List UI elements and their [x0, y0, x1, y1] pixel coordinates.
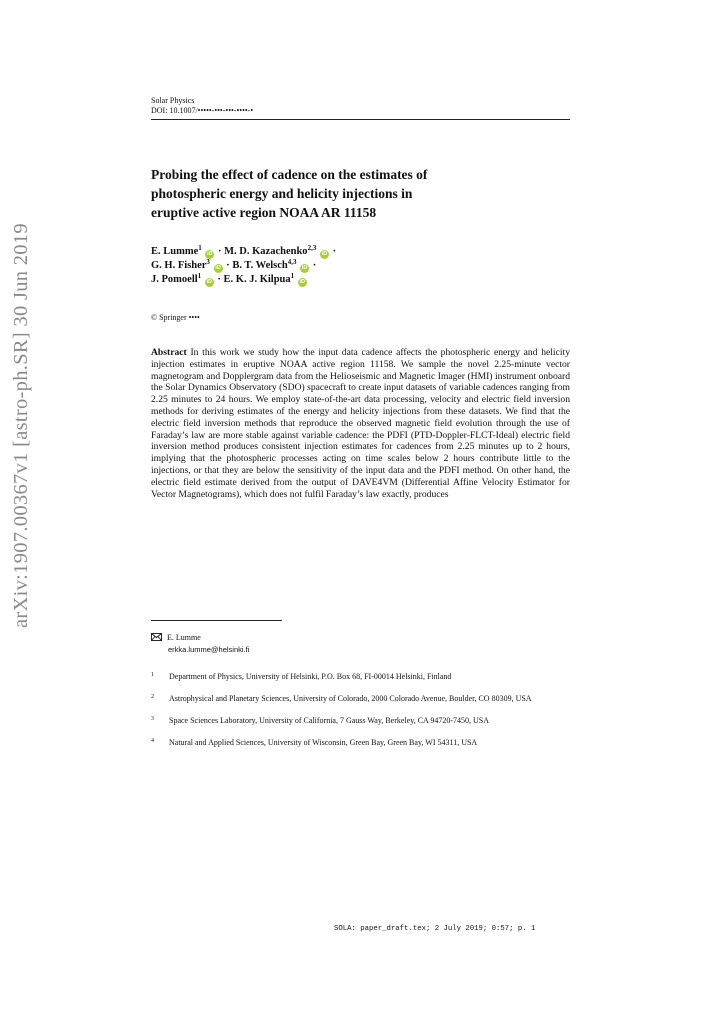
- author-separator: ·: [223, 260, 233, 271]
- orcid-icon[interactable]: iD: [301, 265, 308, 271]
- author-affiliation: 1: [290, 272, 295, 280]
- abstract-text: In this work we study how the input data cadence affects the photospheric energy and helicity injection estimates in eruptive NOAA active region 11158. We sample the novel 2.25-minute vector magnetogram and Dopplergram data from the Helioseismic and Magnetic Imager (HMI) instrument onboard the Solar Dynamics Observatory (SDO) spacecraft to create input datasets of variable cadences ranging from 2.25 minutes to 24 hours. We employ state-of-the-art data processing, velocity and electric field inversion methods for deriving estimates of the energy and helicity injections from these datasets. We find that the electric field inversion methods that reproduce the observed magnetic field evolution through the use of Faraday’s law are more stable against variable cadence: the PDFI (PTD-Doppler-FLCT-Ideal) electric field inversion method produces consistent injection estimates for cadences from 2.25 minutes up to 2 hours, implying that the photospheric processes acting on time scales below 2 hours contribute little to the injections, or that they are below the sensitivity of the input data and the PDFI method. On other hand, the electric field estimate derived from the output of DAVE4VM (Differential Affine Velocity Estimator for Vector Magnetograms), which does not fulfil Faraday’s law exactly, produces: [151, 347, 570, 500]
- author-affiliation: 1: [198, 244, 202, 252]
- orcid-icon[interactable]: iD: [207, 251, 213, 257]
- affiliation-number: 2: [151, 694, 154, 700]
- affiliation-number: 4: [151, 738, 154, 744]
- contact-name: E. Lumme: [167, 633, 201, 642]
- author-affiliation: 4,3: [287, 258, 297, 266]
- author-name: M. D. Kazachenko: [224, 246, 308, 257]
- corresponding-author: [151, 633, 570, 655]
- affiliation-text: Department of Physics, University of Helsinki, P.O. Box 68, FI-00014 Helsinki, Finland: [169, 672, 452, 681]
- author-affiliation: 3: [206, 258, 210, 266]
- orcid-icon[interactable]: iD: [215, 265, 221, 271]
- header-rule: [151, 119, 570, 120]
- affiliation-text: Astrophysical and Planetary Sciences, University of Colorado, 2000 Colorado Avenue, Boulder, CO 80309, USA: [169, 694, 532, 703]
- author-line: [151, 273, 570, 287]
- affiliation-number: 1: [151, 672, 154, 678]
- author-separator: ·: [214, 274, 224, 285]
- author-affiliation: 1: [197, 272, 202, 280]
- author-name: B. T. Welsch: [232, 260, 288, 271]
- affiliation-item: [151, 672, 570, 682]
- doi: DOI: 10.1007/•••••-•••-•••-••••-•: [151, 105, 254, 115]
- affiliation-number: 3: [151, 716, 154, 722]
- author-separator: ·: [215, 246, 225, 257]
- affiliation-list: [151, 672, 570, 760]
- affiliation-item: [151, 716, 570, 726]
- abstract-label: Abstract: [151, 347, 187, 358]
- abstract: [151, 347, 570, 500]
- author-affiliation: 2,3: [307, 244, 317, 252]
- title-line: photospheric energy and helicity injections in: [151, 186, 413, 201]
- affiliation-item: [151, 738, 570, 748]
- author-name: J. Pomoell: [151, 274, 198, 285]
- author-separator: ·: [329, 246, 337, 257]
- copyright-notice: © Springer ••••: [151, 313, 200, 322]
- page-footer: SOLA: paper_draft.tex; 2 July 2019; 0:57; p. 1: [334, 925, 536, 933]
- journal-name: Solar Physics: [151, 96, 195, 105]
- envelope-icon: [151, 633, 163, 645]
- author-line: [151, 245, 570, 259]
- orcid-icon[interactable]: iD: [206, 279, 213, 285]
- author-name: G. H. Fisher: [151, 260, 207, 271]
- journal-header: [151, 96, 570, 115]
- affiliation-text: Space Sciences Laboratory, University of California, 7 Gauss Way, Berkeley, CA 94720-7450, USA: [169, 716, 490, 725]
- arxiv-identifier: arXiv:1907.00367v1 [astro-ph.SR] 30 Jun 2019: [10, 223, 32, 628]
- title-line: Probing the effect of cadence on the estimates of: [151, 167, 428, 182]
- orcid-icon[interactable]: iD: [321, 251, 328, 257]
- footnote-rule: [151, 620, 282, 621]
- affiliation-item: [151, 694, 570, 704]
- paper-title: [151, 165, 570, 222]
- author-name: E. Lumme: [151, 246, 199, 257]
- contact-email[interactable]: erkka.lumme@helsinki.fi: [168, 644, 250, 654]
- author-list: [151, 245, 570, 287]
- title-line: eruptive active region NOAA AR 11158: [151, 205, 377, 220]
- author-name: E. K. J. Kilpua: [223, 274, 291, 285]
- author-line: [151, 259, 570, 273]
- orcid-icon[interactable]: iD: [299, 279, 306, 285]
- affiliation-text: Natural and Applied Sciences, University of Wisconsin, Green Bay, Green Bay, WI 54311, USA: [169, 738, 478, 747]
- author-separator: ·: [310, 260, 317, 271]
